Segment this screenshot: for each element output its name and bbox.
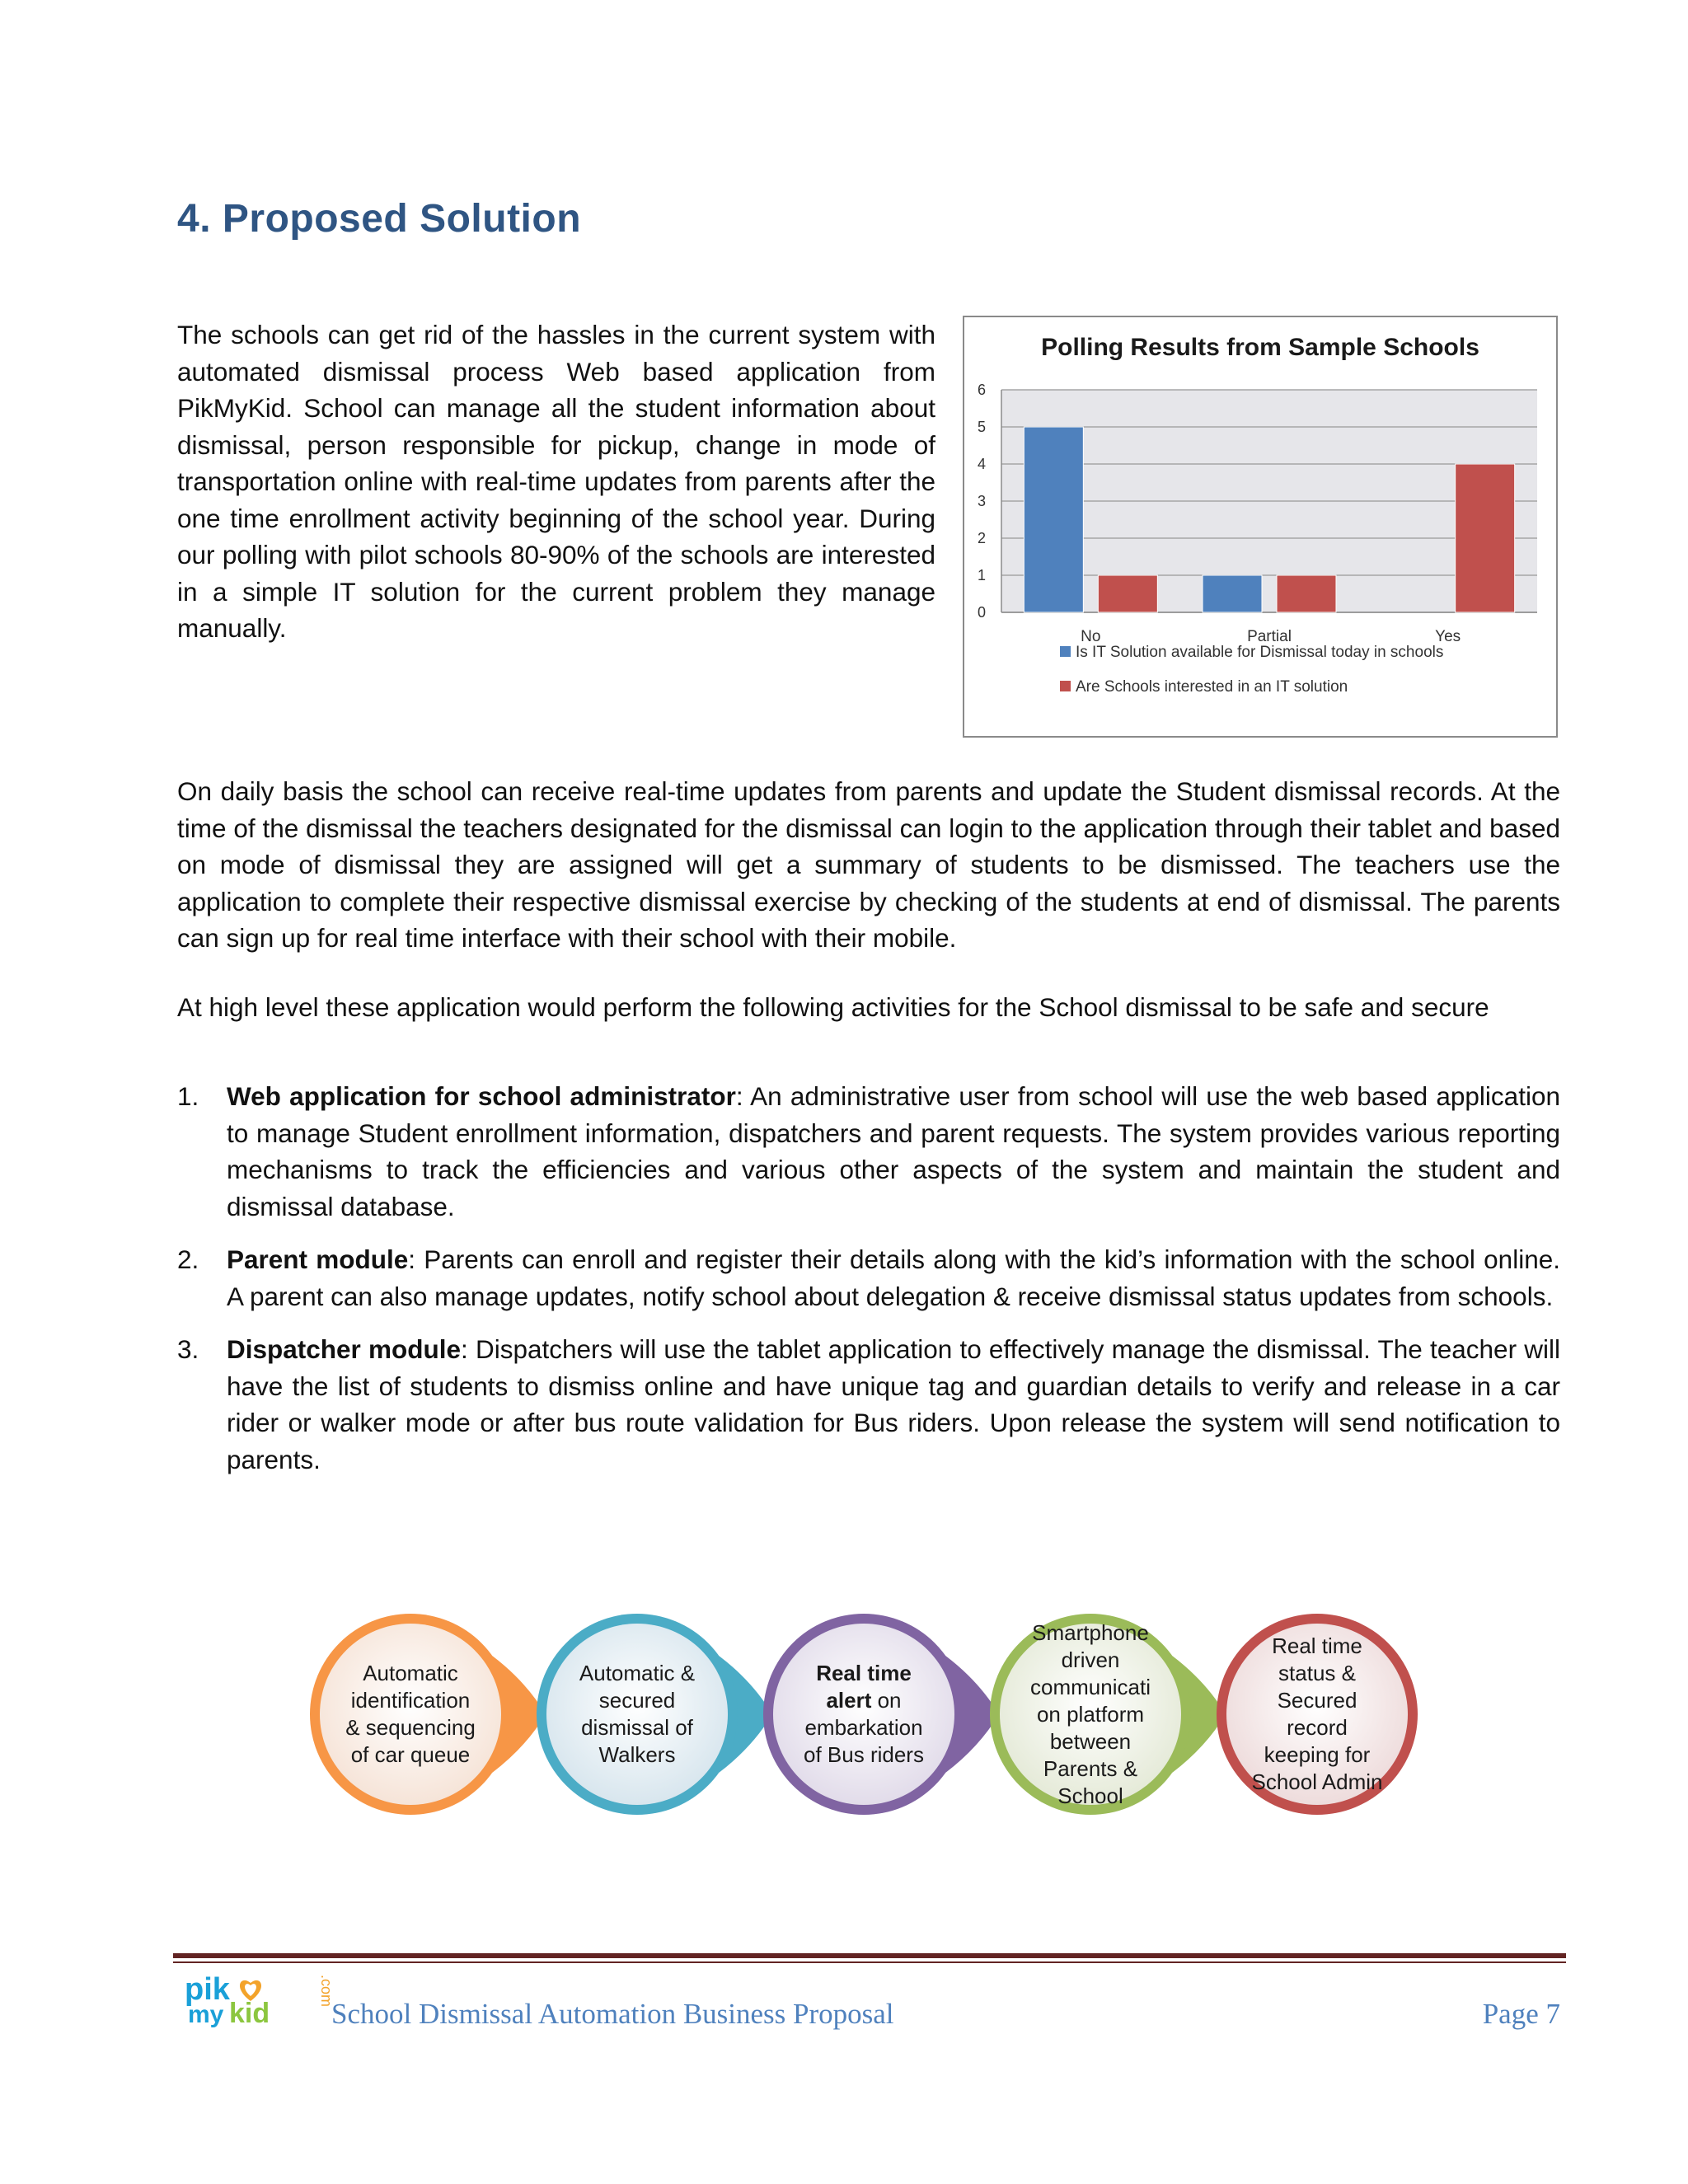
chart-title: Polling Results from Sample Schools — [1041, 334, 1479, 361]
process-step-label — [563, 1660, 711, 1769]
polling-chart — [963, 316, 1558, 738]
process-step-line — [1243, 1687, 1391, 1714]
process-step-text: Parents & — [1043, 1755, 1138, 1781]
page-title: 4. Proposed Solution — [177, 197, 582, 241]
legend-label: Is IT Solution available for Dismissal today in schools — [1076, 644, 1444, 661]
y-tick-label: 0 — [977, 604, 987, 621]
activity-list — [177, 1078, 1560, 1494]
footer-rule — [173, 1953, 1566, 1958]
process-step-text: Secured — [1277, 1688, 1357, 1713]
list-item — [177, 1331, 1560, 1478]
list-item-text: : An administrative user from school will use the web based application to manage Student enrollment information, dispatchers and parent requests. The system provides various reporting mechanisms to track the efficiencies and various other aspects of the system and maintain the student and dismissal database. — [227, 1081, 1560, 1221]
list-number: 3. — [177, 1334, 199, 1364]
process-step-label — [1016, 1619, 1165, 1810]
process-step-text: on platform — [1036, 1701, 1145, 1727]
intro-paragraph: The schools can get rid of the hassles in the current system with automated dismissal process Web based application from PikMyKid. School can manage all the student information about dismissal, person responsible for pickup, change in mode of transportation online with real-time updates from parents after the one time enrollment activity beginning of the school year. During our polling with pilot schools 80-90% of the schools are interested in a simple IT solution for the current problem they manage manually. — [177, 320, 935, 643]
process-step-line — [1016, 1728, 1165, 1755]
process-step-line — [563, 1660, 711, 1687]
process-step-text: School Admin — [1251, 1769, 1383, 1794]
list-item-title: Parent module — [227, 1244, 409, 1274]
process-step-text: Automatic — [363, 1661, 458, 1685]
process-step-line — [1016, 1647, 1165, 1674]
process-step-line — [563, 1687, 711, 1714]
process-step-line — [336, 1660, 485, 1687]
process-step-text: of car queue — [350, 1742, 471, 1767]
list-item — [177, 1241, 1560, 1315]
process-step-text: embarkation — [804, 1715, 923, 1740]
process-step-label — [336, 1660, 485, 1769]
process-step-line — [336, 1741, 485, 1769]
process-step-line — [790, 1714, 938, 1741]
list-item-text: : Parents can enroll and register their details along with the kid’s information with the school online. A parent can also manage updates, notify school about delegation & receive dismissal status updates from schools. — [227, 1244, 1560, 1311]
logo-my: my — [188, 2001, 224, 2028]
daily-paragraph: On daily basis the school can receive real-time updates from parents and update the Student dismissal records. At the time of the dismissal the teachers designated for the dismissal can login to the application through their tablet and based on mode of dismissal they are assigned will get a summary of students to be dismissed. The teachers use the application to complete their respective dismissal exercise by checking of the students at end of dismissal. The parents can sign up for real time interface with their school with their mobile. — [177, 776, 1560, 953]
process-step-text: Smartphone — [1032, 1619, 1149, 1645]
process-step-text: Walkers — [598, 1742, 676, 1767]
process-step-line — [790, 1687, 938, 1714]
logo-pik: pik — [185, 1972, 230, 2007]
process-step-text: & sequencing — [345, 1715, 476, 1740]
list-number: 1. — [177, 1081, 199, 1111]
list-item — [177, 1078, 1560, 1225]
process-step-text: of Bus riders — [804, 1742, 924, 1767]
process-step-text: dismissal of — [581, 1715, 693, 1740]
x-tick-label: No — [1081, 628, 1101, 645]
x-tick-label: Partial — [1247, 628, 1292, 645]
process-step-label — [1243, 1633, 1391, 1796]
process-step-text: School — [1057, 1783, 1123, 1808]
polling-chart-svg — [964, 317, 1556, 736]
x-tick-label: Yes — [1435, 628, 1461, 645]
process-step-line — [336, 1714, 485, 1741]
process-step-line — [1243, 1714, 1391, 1741]
logo-kid: kid — [229, 1998, 270, 2029]
process-step-text: on — [871, 1688, 902, 1713]
process-step-line — [336, 1687, 485, 1714]
bar — [1456, 464, 1515, 612]
legend-swatch — [1060, 646, 1071, 657]
process-step-line — [563, 1714, 711, 1741]
process-step-line — [1016, 1783, 1165, 1810]
process-step-text: alert — [826, 1688, 872, 1713]
process-step-line — [1016, 1674, 1165, 1701]
process-step-line — [790, 1741, 938, 1769]
process-step-line — [1243, 1660, 1391, 1687]
bar — [1277, 575, 1336, 612]
process-step-text: Automatic & — [579, 1661, 696, 1685]
process-step-text: record — [1287, 1715, 1348, 1740]
bar — [1024, 427, 1083, 612]
pikmykid-logo — [183, 1971, 335, 2029]
process-step-text: Real time — [816, 1661, 912, 1685]
list-number: 2. — [177, 1244, 199, 1274]
highlevel-paragraph: At high level these application would perform the following activities for the School dismissal to be safe and secure — [177, 992, 1489, 1022]
process-step-label — [790, 1660, 938, 1769]
process-step-text: Real time — [1272, 1633, 1362, 1658]
y-tick-label: 2 — [977, 530, 987, 546]
y-tick-label: 3 — [977, 493, 987, 509]
process-step-text: driven — [1061, 1647, 1120, 1672]
legend-label: Are Schools interested in an IT solution — [1076, 678, 1348, 696]
bar — [1098, 575, 1157, 612]
list-item-title: Dispatcher module — [227, 1334, 462, 1364]
process-step-line — [1243, 1633, 1391, 1660]
process-step-line — [1016, 1701, 1165, 1728]
process-step-text: identification — [350, 1688, 471, 1713]
bar — [1203, 575, 1262, 612]
footer-title: School Dismissal Automation Business Proposal — [331, 1998, 894, 2030]
process-step-text: status & — [1278, 1661, 1356, 1685]
process-step-line — [1243, 1769, 1391, 1796]
process-step-line — [1016, 1619, 1165, 1647]
process-step-text: between — [1049, 1728, 1132, 1754]
process-step-line — [563, 1741, 711, 1769]
y-tick-label: 5 — [977, 419, 987, 435]
y-tick-label: 6 — [977, 382, 987, 398]
process-diagram — [297, 1595, 1434, 1834]
footer-rule-thin — [173, 1961, 1566, 1963]
process-step-text: communicati — [1030, 1674, 1151, 1699]
y-tick-label: 4 — [977, 456, 987, 472]
y-tick-label: 1 — [977, 567, 987, 583]
process-step-line — [1016, 1755, 1165, 1783]
legend-swatch — [1060, 681, 1071, 691]
process-step-line — [790, 1660, 938, 1687]
page-number: Page 7 — [1482, 1998, 1560, 2030]
process-step-line — [1243, 1741, 1391, 1769]
list-item-text: : Dispatchers will use the tablet application to effectively manage the dismissal. The teacher will have the list of students to dismiss online and have unique tag and guardian details to verify and release in a car rider or walker mode or after bus route validation for Bus riders. Upon release the system will send notification to parents. — [227, 1334, 1560, 1474]
list-item-title: Web application for school administrator — [227, 1081, 736, 1111]
process-step-text: keeping for — [1264, 1742, 1371, 1767]
process-step-text: secured — [598, 1688, 676, 1713]
logo-com: .com — [318, 1975, 335, 2008]
